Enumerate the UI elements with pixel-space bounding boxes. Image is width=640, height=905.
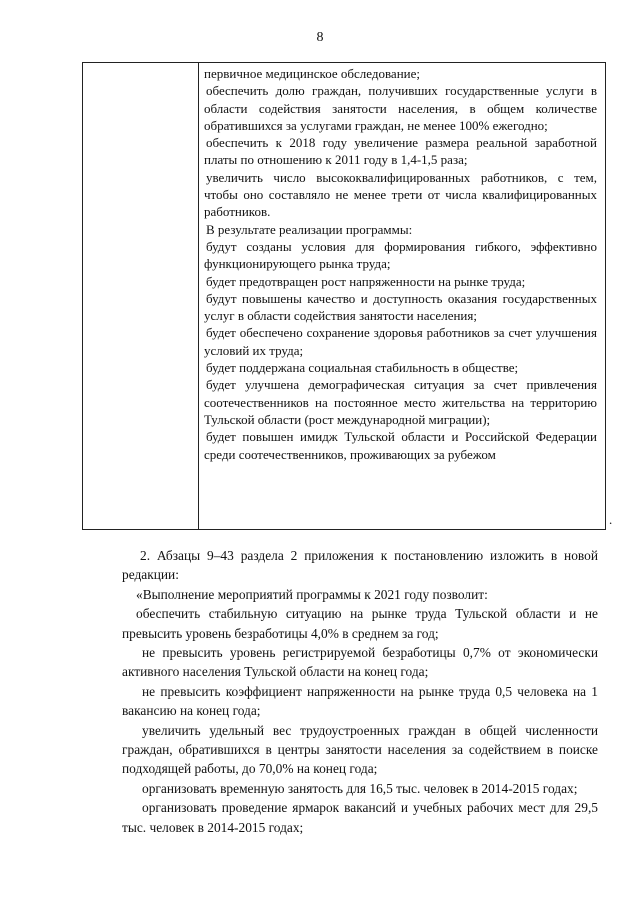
- cell-paragraph: будут повышены качество и доступность оказания государственных услуг в области содействия занятости населения;: [204, 290, 597, 324]
- body-paragraph: увеличить удельный вес трудоустроенных граждан в общей численности граждан, обратившихся в центры занятости населения за содействием в поиске подходящей работы, до 70,0% на конец года;: [122, 722, 598, 777]
- cell-paragraph: будет поддержана социальная стабильность в обществе;: [206, 360, 519, 376]
- table-cell-results: [204, 65, 597, 463]
- table-trailing-mark: .: [609, 512, 613, 527]
- cell-paragraph: будет улучшена демографическая ситуация за счет привлечения соотечественников на постоянное место жительства на территорию Тульской области (рост международной миграции);: [204, 377, 597, 427]
- body-paragraph: «Выполнение мероприятий программы к 2021 году позволит:: [136, 586, 488, 602]
- body-paragraph: не превысить коэффициент напряженности на рынке труда 0,5 человека на 1 вакансию на конец года;: [122, 683, 598, 719]
- cell-paragraph: увеличить число высококвалифицированных работников, с тем, чтобы оно составляло не менее трети от числа квалифицированных работников.: [204, 169, 597, 220]
- cell-paragraph: будет предотвращен рост напряженности на рынке труда;: [206, 273, 526, 289]
- cell-paragraph: обеспечить к 2018 году увеличение размера реальной заработной платы по отношению к 2011 году в 1,4-1,5 раза;: [204, 135, 597, 168]
- cell-paragraph: первичное медицинское обследование;: [204, 66, 420, 81]
- cell-paragraph: В результате реализации программы:: [206, 221, 413, 237]
- page-number: 8: [316, 30, 324, 45]
- document-body: [122, 546, 598, 837]
- body-paragraph: организовать временную занятость для 16,5 тыс. человек в 2014-2015 годах;: [142, 780, 578, 796]
- cell-paragraph: будут созданы условия для формирования гибкого, эффективно функционирующего рынка труда;: [204, 238, 597, 272]
- cell-paragraph: обеспечить долю граждан, получивших государственные услуги в области содействия занятости населения, в общем количестве обратившихся за услугами граждан, не менее 100% ежегодно;: [204, 83, 597, 133]
- body-paragraph: организовать проведение ярмарок вакансий и учебных рабочих мест для 29,5 тыс. человек в 2014-2015 годах;: [122, 800, 598, 835]
- table-column-divider: [198, 63, 199, 529]
- body-paragraph: не превысить уровень регистрируемой безработицы 0,7% от экономически активного населения Тульской области на конец года;: [122, 645, 598, 680]
- cell-paragraph: будет обеспечено сохранение здоровья работников за счет улучшения условий их труда;: [204, 325, 597, 358]
- body-paragraph: 2. Абзацы 9–43 раздела 2 приложения к постановлению изложить в новой редакции:: [122, 548, 598, 583]
- program-table: [82, 62, 606, 530]
- cell-paragraph: будет повышен имидж Тульской области и Российской Федерации среди соотечественников, проживающих за рубежом: [204, 429, 597, 462]
- body-paragraph: обеспечить стабильную ситуацию на рынке труда Тульской области и не превысить уровень безработицы 4,0% в среднем за год;: [122, 606, 598, 641]
